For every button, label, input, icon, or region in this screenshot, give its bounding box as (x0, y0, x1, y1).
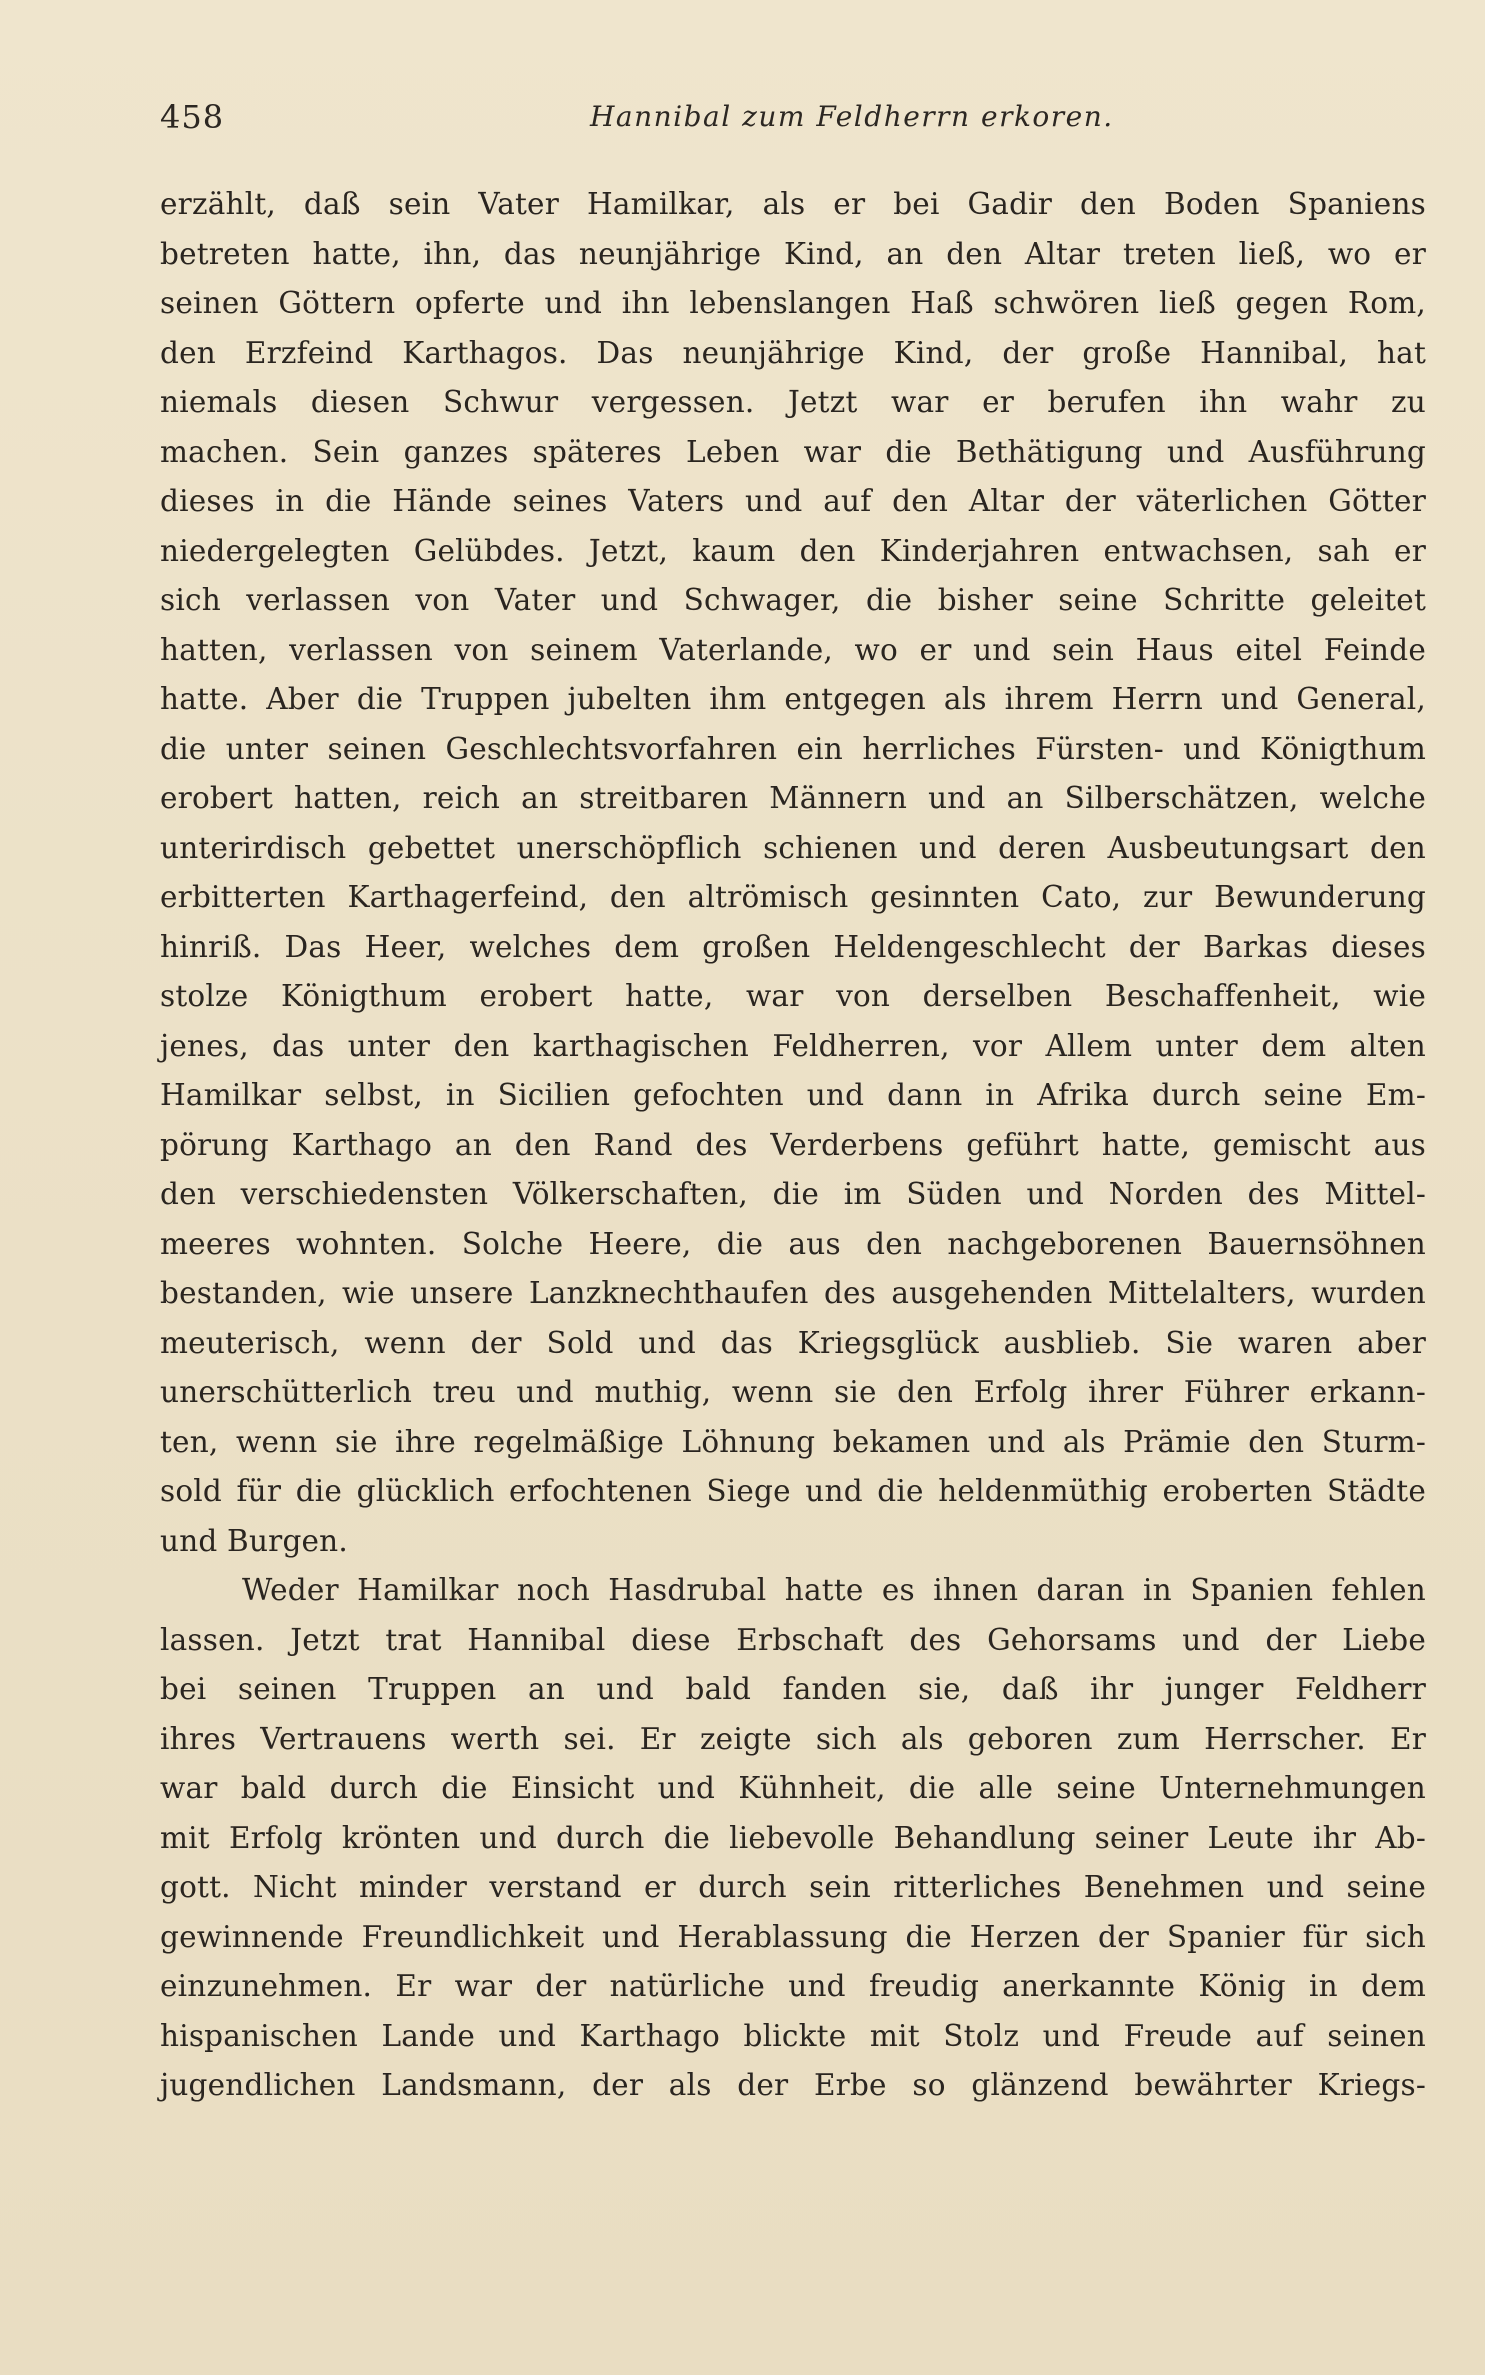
text-line: Weder Hamilkar noch Hasdrubal hatte es ihnen daran in Spanien fehlen (242, 1573, 1426, 1607)
text-line: Hamilkar selbst, in Sicilien gefochten und dann in Afrika durch seine Em- (160, 1078, 1426, 1112)
text-line: erbitterten Karthagerfeind, den altrömisch gesinnten Cato, zur Bewunderung (160, 880, 1426, 914)
body-text (160, 180, 1426, 2111)
text-line: hinriß. Das Heer, welches dem großen Heldengeschlecht der Barkas dieses (160, 929, 1426, 964)
text-line: sold für die glücklich erfochtenen Siege und die heldenmüthig eroberten Städte (160, 1474, 1426, 1508)
text-line: ten, wenn sie ihre regelmäßige Löhnung bekamen und als Prämie den Sturm- (160, 1424, 1426, 1459)
paragraph-1 (160, 180, 1426, 1566)
text-line: stolze Königthum erobert hatte, war von derselben Beschaffenheit, wie (160, 979, 1426, 1013)
text-line: erzählt, daß sein Vater Hamilkar, als er bei Gadir den Boden Spaniens (160, 187, 1426, 221)
text-line: sich verlassen von Vater und Schwager, die bisher seine Schritte geleitet (160, 583, 1426, 617)
text-line: hatten, verlassen von seinem Vaterlande, wo er und sein Haus eitel Feinde (160, 632, 1426, 667)
text-line: meeres wohnten. Solche Heere, die aus den nachgeborenen Bauernsöhnen (160, 1226, 1426, 1261)
text-line: lassen. Jetzt trat Hannibal diese Erbschaft des Gehorsams und der Liebe (160, 1622, 1426, 1657)
text-line: gott. Nicht minder verstand er durch sein ritterliches Benehmen und seine (160, 1870, 1426, 1904)
text-line: unterirdisch gebettet unerschöpflich schienen und deren Ausbeutungsart den (160, 830, 1426, 865)
text-line: den Erzfeind Karthagos. Das neunjährige Kind, der große Hannibal, hat (160, 335, 1426, 370)
text-line: betreten hatte, ihn, das neunjährige Kind, an den Altar treten ließ, wo er (160, 236, 1426, 271)
text-line: bei seinen Truppen an und bald fanden sie, daß ihr junger Feldherr (160, 1672, 1426, 1706)
text-line: pörung Karthago an den Rand des Verderbens geführt hatte, gemischt aus (160, 1127, 1426, 1162)
text-line: seinen Göttern opferte und ihn lebenslangen Haß schwören ließ gegen Rom, (160, 286, 1426, 320)
text-line: und Burgen. (160, 1523, 348, 1558)
text-line: bestanden, wie unsere Lanzknechthaufen des ausgehenden Mittelalters, wurden (160, 1276, 1426, 1310)
page-header (160, 98, 1426, 150)
text-line: war bald durch die Einsicht und Kühnheit, die alle seine Unternehmungen (160, 1771, 1426, 1805)
text-line: dieses in die Hände seines Vaters und auf den Altar der väterlichen Götter (160, 484, 1426, 518)
paragraph-2 (160, 1566, 1426, 2111)
text-line: unerschütterlich treu und muthig, wenn sie den Erfolg ihrer Führer erkann- (160, 1375, 1426, 1409)
text-line: niemals diesen Schwur vergessen. Jetzt war er berufen ihn wahr zu (160, 385, 1426, 419)
text-line: mit Erfolg krönten und durch die liebevolle Behandlung seiner Leute ihr Ab- (160, 1820, 1426, 1855)
text-line: jenes, das unter den karthagischen Feldherren, vor Allem unter dem alten (160, 1028, 1426, 1063)
text-line: den verschiedensten Völkerschaften, die im Süden und Norden des Mittel- (160, 1177, 1426, 1211)
text-line: hispanischen Lande und Karthago blickte mit Stolz und Freude auf seinen (160, 2018, 1426, 2053)
text-line: einzunehmen. Er war der natürliche und freudig anerkannte König in dem (160, 1969, 1426, 2003)
text-line: hatte. Aber die Truppen jubelten ihm entgegen als ihrem Herrn und General, (160, 682, 1426, 716)
text-line: erobert hatten, reich an streitbaren Männern und an Silberschätzen, welche (160, 781, 1426, 815)
text-line: gewinnende Freundlichkeit und Herablassung die Herzen der Spanier für sich (160, 1919, 1426, 1954)
text-line: jugendlichen Landsmann, der als der Erbe so glänzend bewährter Kriegs- (160, 2068, 1426, 2102)
text-line: machen. Sein ganzes späteres Leben war die Bethätigung und Ausführung (160, 434, 1426, 469)
page-number: 458 (160, 98, 225, 136)
text-line: niedergelegten Gelübdes. Jetzt, kaum den Kinderjahren entwachsen, sah er (160, 533, 1426, 568)
text-line: die unter seinen Geschlechtsvorfahren ein herrliches Fürsten- und Königthum (160, 731, 1426, 766)
text-line: ihres Vertrauens werth sei. Er zeigte sich als geboren zum Herrscher. Er (160, 1721, 1426, 1756)
text-line: meuterisch, wenn der Sold und das Kriegsglück ausblieb. Sie waren aber (160, 1325, 1426, 1360)
running-head: Hannibal zum Feldherrn erkoren. (590, 100, 1114, 133)
